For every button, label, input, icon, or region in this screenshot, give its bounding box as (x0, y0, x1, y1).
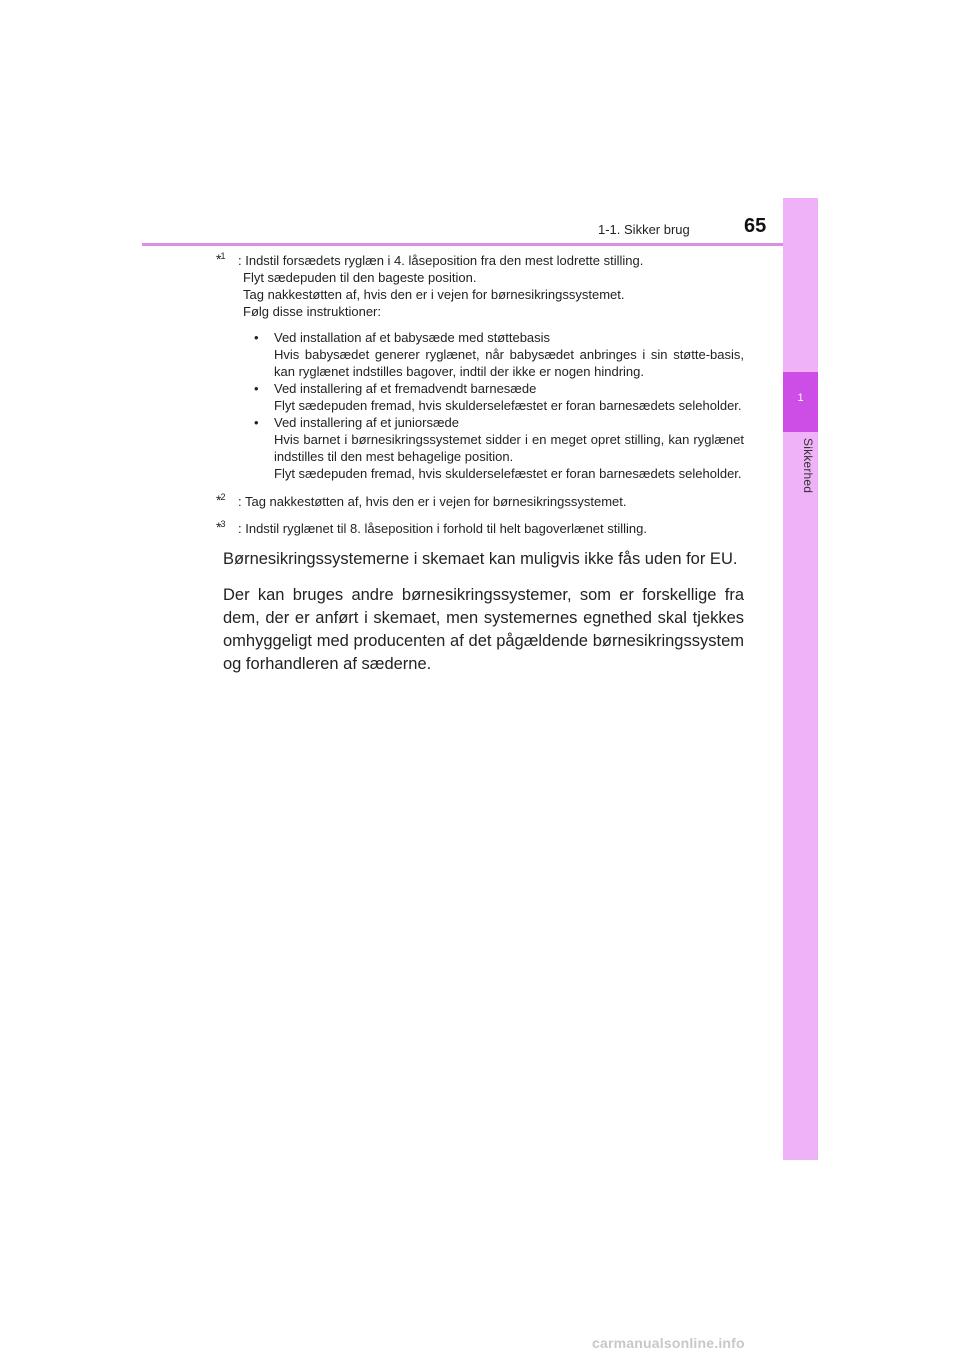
footnote-1 (216, 252, 744, 482)
body-paragraph: Børnesikringssystemerne i skemaet kan muligvis ikke fås uden for EU. (223, 550, 738, 568)
list-item-title: Ved installering af et juniorsæde (274, 415, 460, 430)
footnote-line: Tag nakkestøtten af, hvis den er i vejen for børnesikringssystemet. (243, 287, 625, 302)
list-item (254, 329, 744, 380)
chapter-side-tab (783, 198, 818, 1160)
footnote-3 (216, 520, 744, 537)
chapter-number: 1 (797, 392, 804, 404)
footnote-text: : Tag nakkestøtten af, hvis den er i vejen for børnesikringssystemet. (238, 494, 627, 509)
chapter-name: Sikkerhed (801, 438, 815, 494)
list-item (254, 414, 744, 482)
footnote-text: : Indstil ryglænet til 8. låseposition i forhold til helt bagoverlænet stilling. (238, 521, 647, 536)
page-number: 65 (744, 215, 767, 237)
footnote-line: Flyt sædepuden til den bageste position. (243, 270, 477, 285)
footnote-line: : Indstil forsædets ryglæn i 4. låseposition fra den mest lodrette stilling. (238, 253, 644, 268)
bullet-icon: • (254, 381, 259, 396)
footnote-marker: *$^2$ (216, 492, 226, 508)
page-content (216, 252, 744, 676)
list-item-body: Flyt sædepuden fremad, hvis skulderselefæstet er foran barnesædets seleholder. (274, 398, 742, 413)
footnote-marker: *$^1$ (216, 251, 226, 267)
list-item-title: Ved installering af et fremadvendt barnesæde (274, 381, 537, 396)
watermark-text: carmanualsonline.info (592, 1335, 745, 1351)
body-paragraph: Der kan bruges andre børnesikringssystemer, som er forskellige fra dem, der er anført i skemaet, men systemernes egnethed skal tjekkes omhyggeligt med producenten af det pågældende børnesikringssystem og forhandleren af sæderne. (223, 586, 744, 673)
header-section-title: 1-1. Sikker brug (598, 222, 690, 237)
footnote-line: Følg disse instruktioner: (243, 304, 381, 319)
footnote-marker: *$^3$ (216, 519, 226, 535)
bullet-icon: • (254, 415, 259, 430)
instruction-list (238, 329, 744, 482)
header-divider (142, 243, 818, 246)
list-item-body: Hvis babysædet generer ryglænet, når babysædet anbringes i sin støtte-basis, kan ryglænet indstilles bagover, indtil der ikke er nogen hindring. (274, 347, 744, 379)
list-item (254, 380, 744, 414)
footnote-2 (216, 493, 744, 510)
bullet-icon: • (254, 330, 259, 345)
list-item-body: Hvis barnet i børnesikringssystemet sidder i en meget opret stilling, kan ryglænet indstilles til den mest behagelige position. (274, 432, 744, 464)
list-item-title: Ved installation af et babysæde med støttebasis (274, 330, 551, 345)
list-item-body: Flyt sædepuden fremad, hvis skulderselefæstet er foran barnesædets seleholder. (274, 466, 742, 481)
